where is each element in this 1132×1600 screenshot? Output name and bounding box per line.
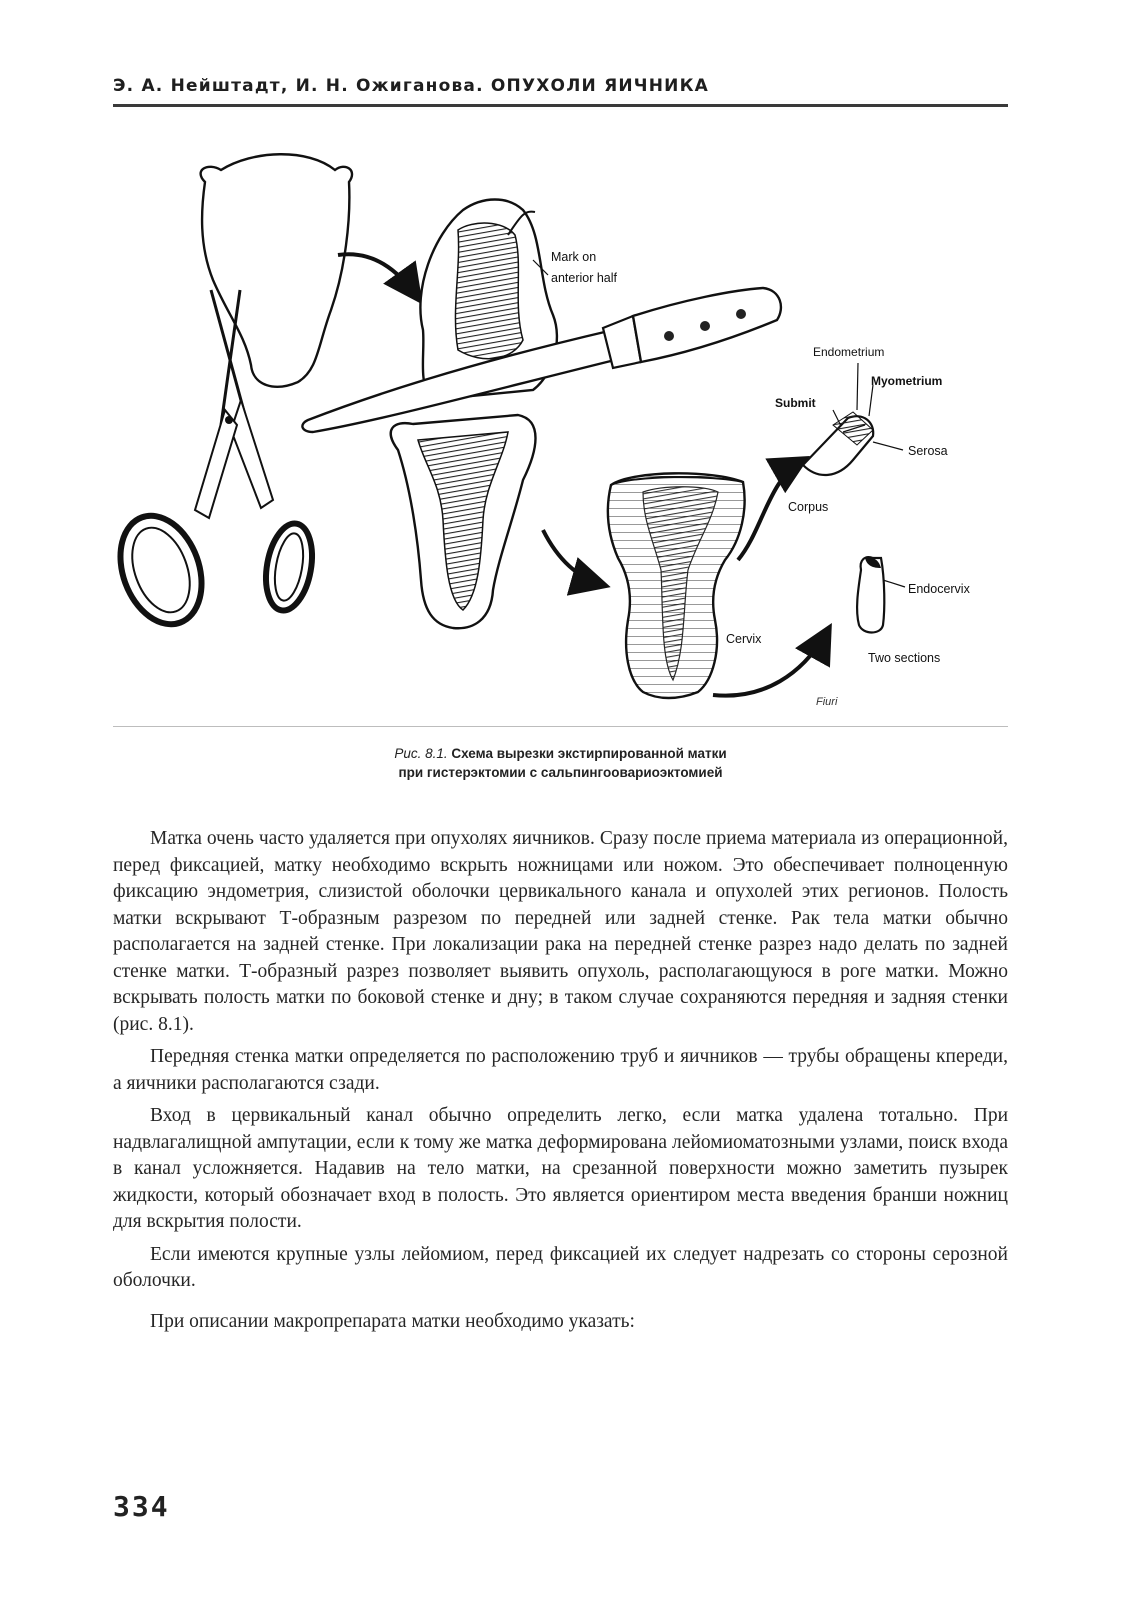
endocervix-section	[857, 557, 884, 632]
arrow-to-sectioned-uterus	[543, 530, 603, 585]
label-submit: Submit	[775, 396, 816, 410]
label-two-sections: Two sections	[868, 651, 941, 665]
paragraph: Передняя стенка матки определяется по расположению труб и яичников — трубы обращены кпереди, а яичники располагаются сзади.	[113, 1046, 1008, 1094]
whole-uterus	[201, 154, 352, 386]
label-myometrium: Myometrium	[871, 374, 943, 388]
paragraph: Матка очень часто удаляется при опухолях яичников. Сразу после приема материала из операционной, перед фиксацией, матку необходимо вскрыть ножницами или ножом. Это обеспечивает полноценную фиксацию эндометрия, слизистой оболочки цервикального канала и опухолей этих регионов. Полость матки вскрывают Т-образным разрезом по передней или задней стенке. Рак тела матки обычно располагается на задней стенке. При локализации рака на передней стенке разрез надо делать по задней стенке матки. Т-образный разрез позволяет выявить опухоль, располагающуюся в роге матки. Можно вскрывать полость матки по боковой стенке и дну; в таком случае сохраняются передняя и задняя стенки (рис. 8.1).	[113, 828, 1008, 1035]
caption-title-line1: Схема вырезки экстирпированной матки	[451, 746, 727, 761]
label-endocervix: Endocervix	[908, 582, 970, 596]
label-cervix: Cervix	[726, 632, 762, 646]
arrow-to-opened-uterus	[338, 254, 418, 298]
paragraph: Вход в цервикальный канал обычно определить легко, если матка удалена тотально. При надвлагалищной ампутации, если к тому же матка деформирована лейомиоматозными узлами, поиск входа в канал усложняется. Надавив на тело матки, на срезанной поверхности можно заметить пузырек жидкости, который обозначает вход в полость. Это является ориентиром места введения бранши ножниц для вскрытия полости.	[113, 1105, 1008, 1232]
label-mark-on: Mark on	[551, 250, 597, 264]
paragraph: Если имеются крупные узлы лейомиом, перед фиксацией их следует надрезать со стороны серозной оболочки.	[113, 1243, 1008, 1291]
label-endometrium: Endometrium	[813, 345, 885, 359]
header-rule	[113, 104, 1008, 107]
body-text	[113, 826, 1008, 1341]
paragraph: При описании макропрепарата матки необходимо указать:	[150, 1310, 635, 1332]
caption-title-line2: при гистерэктомии с сальпингоовариоэктомией	[398, 765, 723, 780]
label-anterior-half: anterior half	[551, 271, 618, 285]
artist-signature: Fiuri	[816, 696, 838, 708]
caption-number: Рис. 8.1.	[394, 746, 448, 761]
figure-rule	[113, 726, 1008, 727]
figure-caption	[113, 744, 1008, 782]
label-serosa: Serosa	[908, 444, 948, 458]
figure-uterus-dissection	[113, 140, 1008, 725]
page-number: 334	[113, 1490, 170, 1523]
running-head: Э. А. Нейштадт, И. Н. Ожиганова. ОПУХОЛИ ЯИЧНИКА	[113, 76, 710, 96]
label-corpus: Corpus	[788, 500, 829, 514]
